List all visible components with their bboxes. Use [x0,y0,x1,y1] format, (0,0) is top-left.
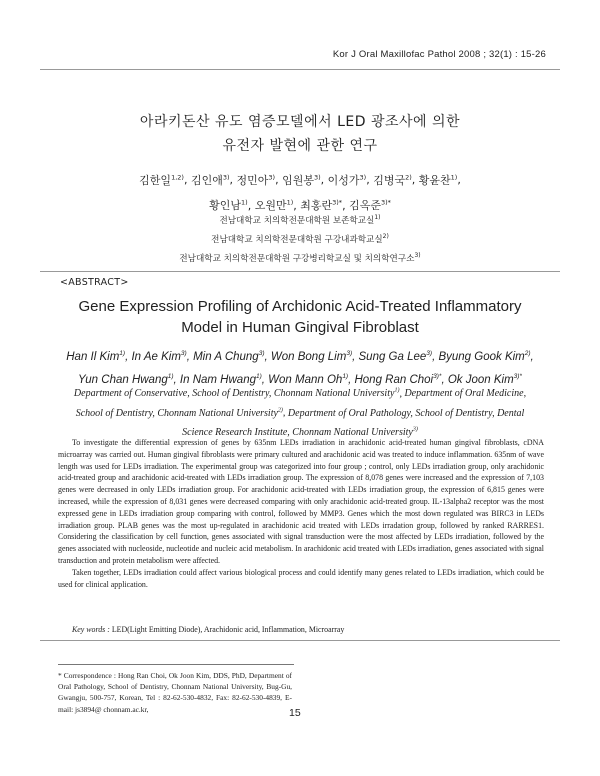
korean-author-list: 김한일$^{1,2)}$, 김인애$^{3)}$, 정민아$^{3)}$, 임원봉$^{3)}$, 이성가$^{3)}$, 김병국$^{2)}$, 황윤찬$^{1)}$, 황인남$^{1)}$, 오원만$^{1)}$, 최홍란$^{3)*}$, 김옥준$^{3)*}$ [139,173,461,213]
korean-author: 황윤찬$^{1)}$ [418,173,458,187]
english-author: Min A Chung$^{3)}$ [193,350,265,363]
korean-author: 정민아$^{3)}$ [236,173,276,187]
english-affiliation: Department of Conservative, School of Dentistry, Chonnam National University$^{1)}$ [73,388,400,400]
english-affiliation: Department of Oral Medicine, School of Dentistry, Chonnam National University$^{2)}$ [75,388,527,419]
footnote-rule [58,664,294,665]
english-author: Byung Gook Kim$^{2)}$ [438,350,531,363]
correspondence-footnote: * Correspondence : Hong Ran Choi, Ok Joon Kim, DDS, PhD, Department of Oral Pathology, School of Dentistry, Chonnam National University, Bug-Gu, Gwangju, 500-757, Korean, Tel : 82-62-530-4832, Fax: 82-62-530-4839, E-mail: js3894@ chonnam.ac.kr, [58,671,292,714]
english-author: Hong Ran Choi$^{3)*}$ [354,372,442,386]
korean-author: 오원만$^{1)}$ [254,198,294,213]
english-author-list: Han Il Kim$^{1)}$, In Ae Kim$^{3)}$, Min A Chung$^{3)}$, Won Bong Lim$^{3)}$, Sung Ga Lee$^{3)}$, Byung Gook Kim$^{2)}$, Yun Chan Hwang$^{1)}$, In Nam Hwang$^{1)}$, Won Mann Oh$^{1)}$, Hong Ran Choi$^{3)*}$, Ok Joon Kim$^{3)*}$ [66,350,534,386]
header-rule [40,69,560,70]
english-author: Han Il Kim$^{1)}$ [66,350,126,363]
korean-title-line-2: 유전자 발현에 관한 연구 [222,138,378,154]
running-head: Kor J Oral Maxillofac Pathol 2008 ; 32(1) : 15-26 [332,49,546,60]
korean-title-line-1: 아라키돈산 유도 염증모델에서 LED 광조사에 의한 [139,114,461,130]
korean-affiliation: 전남대학교 치의학전문대학원 구강내과학교실$^{2)}$ [211,233,389,245]
english-author: Won Mann Oh$^{1)}$ [268,372,349,386]
korean-author: 최홍란$^{3)*}$ [300,198,343,213]
keywords-label: Key words : [72,625,110,634]
abstract-body [58,437,544,590]
korean-author: 김병국$^{2)}$ [373,173,412,187]
keywords-text: LED(Light Emitting Diode), Arachidonic acid, Inflammation, Microarray [111,625,345,634]
keywords [72,625,344,634]
english-title-line-1: Gene Expression Profiling of Archidonic Acid-Treated Inflammatory [78,298,522,315]
keywords-rule [40,640,560,641]
english-author: Won Bong Lim$^{3)}$ [270,350,353,363]
english-author: In Ae Kim$^{3)}$ [131,350,187,363]
korean-author: 임원봉$^{3)}$ [282,173,321,187]
english-author: Sung Ga Lee$^{3)}$ [358,350,433,363]
abstract-paragraph: To investigate the differential expression of genes by 635nm LEDs irradiation in arachidonic acid-treated human gingival fibroblasts, cDNA microarray was carried out. Human gingival fibroblasts were primary cultured and arachidonic acid was treated to induce inflammation. 635nm of wave length was used for LEDs irradiation. The experimental group was categorized into four group ; control, only LEDs irradiation group, only arachidonic acid-treated group and arachidonic acid-treated with LEDs irradiation group. The expression of 8,078 genes were increased and the expression of 7,103 genes were decreased in only LEDs irradiation group. For arachidonic acid-treated with LEDs irradiation group, the expression of 6,815 genes were increased, while the expression of 8,031 genes were decreased comparing with only arachidonic acid-treated group. IL-13alpha2 receptor was the most expressed gene in LEDs irradiation group comparing with control, followed by MMP3. Genes which the most down regulated was BIRC3 in LEDs irradiation group. PLAB genes was the most up-regulated in arachidonic acid treated with LEDs irradation group, followed by ranked RARRES1. Considering the classification by cell function, genes associated with signal transduction were the most affected by LEDs irradiation, followed by the genes associated with nucleoside, nucleotide and nucleic acid metabolism. In arachidonic acid treated with LEDs irradiation, genes associated with signal transduction and protein metabolism were affected. [58,438,544,565]
korean-affiliation: 전남대학교 치의학전문대학원 보존학교실$^{1)}$ [219,214,381,226]
abstract-paragraph: Taken together, LEDs irradiation could affect various biological process and could identify many genes related to LEDs irradiation, which could be used for clinical application. [58,567,544,589]
page-number: 15 [289,707,301,719]
korean-author: 김인애$^{3)}$ [190,173,230,187]
korean-author: 김옥준$^{3)*}$ [349,198,391,213]
abstract-rule [40,271,560,272]
abstract-label: <ABSTRACT> [60,277,129,288]
english-affiliation: Department of Oral Pathology, School of Dentistry, Dental Science Research Institute, Chonnam National University$^{3)}$ [182,407,525,438]
korean-affiliation: 전남대학교 치의학전문대학원 구강병리학교실 및 치의학연구소$^{3)}$ [179,252,421,264]
english-title-line-2: Model in Human Gingival Fibroblast [181,319,419,336]
korean-author: 김한일$^{1,2)}$ [139,173,184,187]
korean-author: 이성가$^{3)}$ [327,173,367,187]
english-author: Ok Joon Kim$^{3)*}$ [447,372,522,386]
korean-author: 황인남$^{1)}$ [209,198,248,213]
english-author: Yun Chan Hwang$^{1)}$ [78,372,174,386]
english-author: In Nam Hwang$^{1)}$ [179,372,262,386]
english-affiliations: Department of Conservative, School of Dentistry, Chonnam National University$^{1)}$, Department of Oral Medicine, School of Dentistry, Chonnam National University$^{2)}$, Department of Oral Pathology, School of Dentistry, Dental Science Research Institute, Chonnam National University$^{3)}$ [73,388,527,438]
